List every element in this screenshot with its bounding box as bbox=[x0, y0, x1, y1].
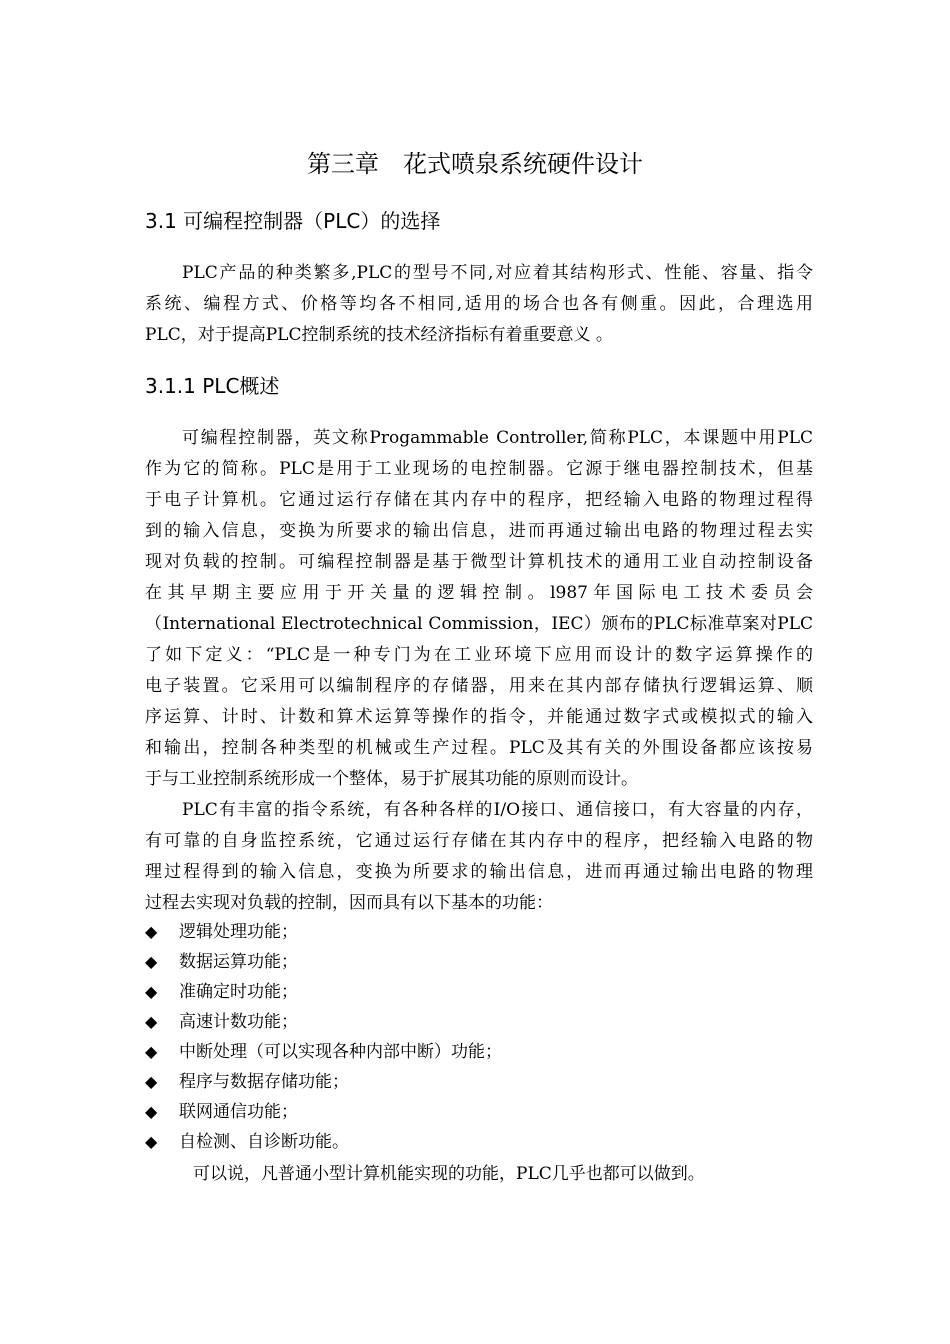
paragraph-line: 现对负载的控制。可编程控制器是基于微型计算机技术的通用工业自动控制设备 bbox=[145, 552, 813, 572]
list-item-text: 自检测、自诊断功能。 bbox=[179, 1132, 349, 1152]
paragraph-line: 在其早期主要应用于开关量的逻辑控制。l987年国际电工技术委员会 bbox=[145, 583, 813, 603]
list-item-text: 高速计数功能； bbox=[179, 1012, 298, 1032]
black-diamond-icon: ◆ bbox=[145, 1102, 158, 1121]
paragraph-line: 于电子计算机。它通过运行存储在其内存中的程序，把经输入电路的物理过程得 bbox=[145, 490, 813, 510]
paragraph-line: 有可靠的自身监控系统，它通过运行存储在其内存中的程序，把经输入电路的物 bbox=[145, 831, 813, 851]
paragraph-line: 可编程控制器，英文称Progammable Controller,简称PLC，本课题中用PLC bbox=[182, 428, 813, 448]
black-diamond-icon: ◆ bbox=[145, 982, 158, 1001]
black-diamond-icon: ◆ bbox=[145, 1072, 158, 1091]
paragraph-line: 序运算、计时、计数和算术运算等操作的指令，并能通过数字式或模拟式的输入 bbox=[145, 707, 813, 727]
list-item bbox=[145, 1097, 502, 1127]
section-heading-3-1-1: 3.1.1 PLC概述 bbox=[145, 374, 280, 398]
list-item-text: 逻辑处理功能； bbox=[179, 922, 298, 942]
paragraph-line: 电子装置。它采用可以编制程序的存储器，用来在其内部存储执行逻辑运算、顺 bbox=[145, 676, 813, 696]
paragraph-line: 到的输入信息，变换为所要求的输出信息，进而再通过输出电路的物理过程去实 bbox=[145, 521, 813, 541]
plc-overview-paragraph-2 bbox=[145, 795, 813, 919]
list-item bbox=[145, 1007, 502, 1037]
paragraph-line: （International Electrotechnical Commission，IEC）颁布的PLC标准草案对PLC bbox=[145, 614, 813, 634]
plc-overview-paragraph-1 bbox=[145, 423, 813, 795]
paragraph-line: 作为它的简称。PLC是用于工业现场的电控制器。它源于继电器控制技术，但基 bbox=[145, 459, 813, 479]
list-item-text: 中断处理（可以实现各种内部中断）功能； bbox=[179, 1042, 502, 1062]
chapter-title: 第三章 花式喷泉系统硬件设计 bbox=[307, 150, 643, 178]
black-diamond-icon: ◆ bbox=[145, 952, 158, 971]
paragraph-line: 和输出，控制各种类型的机械或生产过程。PLC及其有关的外围设备都应该按易 bbox=[145, 738, 813, 758]
paragraph-line: 理过程得到的输入信息，变换为所要求的输出信息，进而再通过输出电路的物理 bbox=[145, 862, 813, 882]
section-heading-3-1: 3.1 可编程控制器（PLC）的选择 bbox=[145, 209, 441, 233]
list-item bbox=[145, 917, 502, 947]
paragraph-line: 了如下定义：“PLC是一种专门为在工业环境下应用而设计的数字运算操作的 bbox=[145, 645, 813, 665]
list-item bbox=[145, 977, 502, 1007]
list-item-text: 准确定时功能； bbox=[179, 982, 298, 1002]
black-diamond-icon: ◆ bbox=[145, 1132, 158, 1151]
list-item-text: 程序与数据存储功能； bbox=[179, 1072, 349, 1092]
black-diamond-icon: ◆ bbox=[145, 1042, 158, 1061]
paragraph-line: 系统、编程方式、价格等均各不相同,适用的场合也各有侧重。因此，合理选用 bbox=[145, 294, 813, 314]
list-item bbox=[145, 1067, 502, 1097]
list-item-text: 联网通信功能； bbox=[179, 1102, 298, 1122]
paragraph-line: PLC，对于提高PLC控制系统的技术经济指标有着重要意义 。 bbox=[145, 325, 613, 345]
black-diamond-icon: ◆ bbox=[145, 1012, 158, 1031]
paragraph-line: PLC有丰富的指令系统，有各种各样的I/O接口、通信接口，有大容量的内存， bbox=[182, 800, 813, 820]
section-3-1-paragraph bbox=[145, 258, 813, 351]
list-item bbox=[145, 1037, 502, 1067]
paragraph-line: PLC产品的种类繁多,PLC的型号不同,对应着其结构形式、性能、容量、指令 bbox=[182, 263, 813, 283]
plc-functions-list bbox=[145, 917, 502, 1157]
list-item bbox=[145, 1127, 502, 1157]
list-item-text: 数据运算功能； bbox=[179, 952, 298, 972]
closing-sentence: 可以说，凡普通小型计算机能实现的功能，PLC几乎也都可以做到。 bbox=[193, 1164, 705, 1184]
black-diamond-icon: ◆ bbox=[145, 922, 158, 941]
paragraph-line: 过程去实现对负载的控制，因而具有以下基本的功能： bbox=[145, 893, 553, 913]
paragraph-line: 于与工业控制系统形成一个整体，易于扩展其功能的原则而设计。 bbox=[145, 769, 638, 789]
list-item bbox=[145, 947, 502, 977]
